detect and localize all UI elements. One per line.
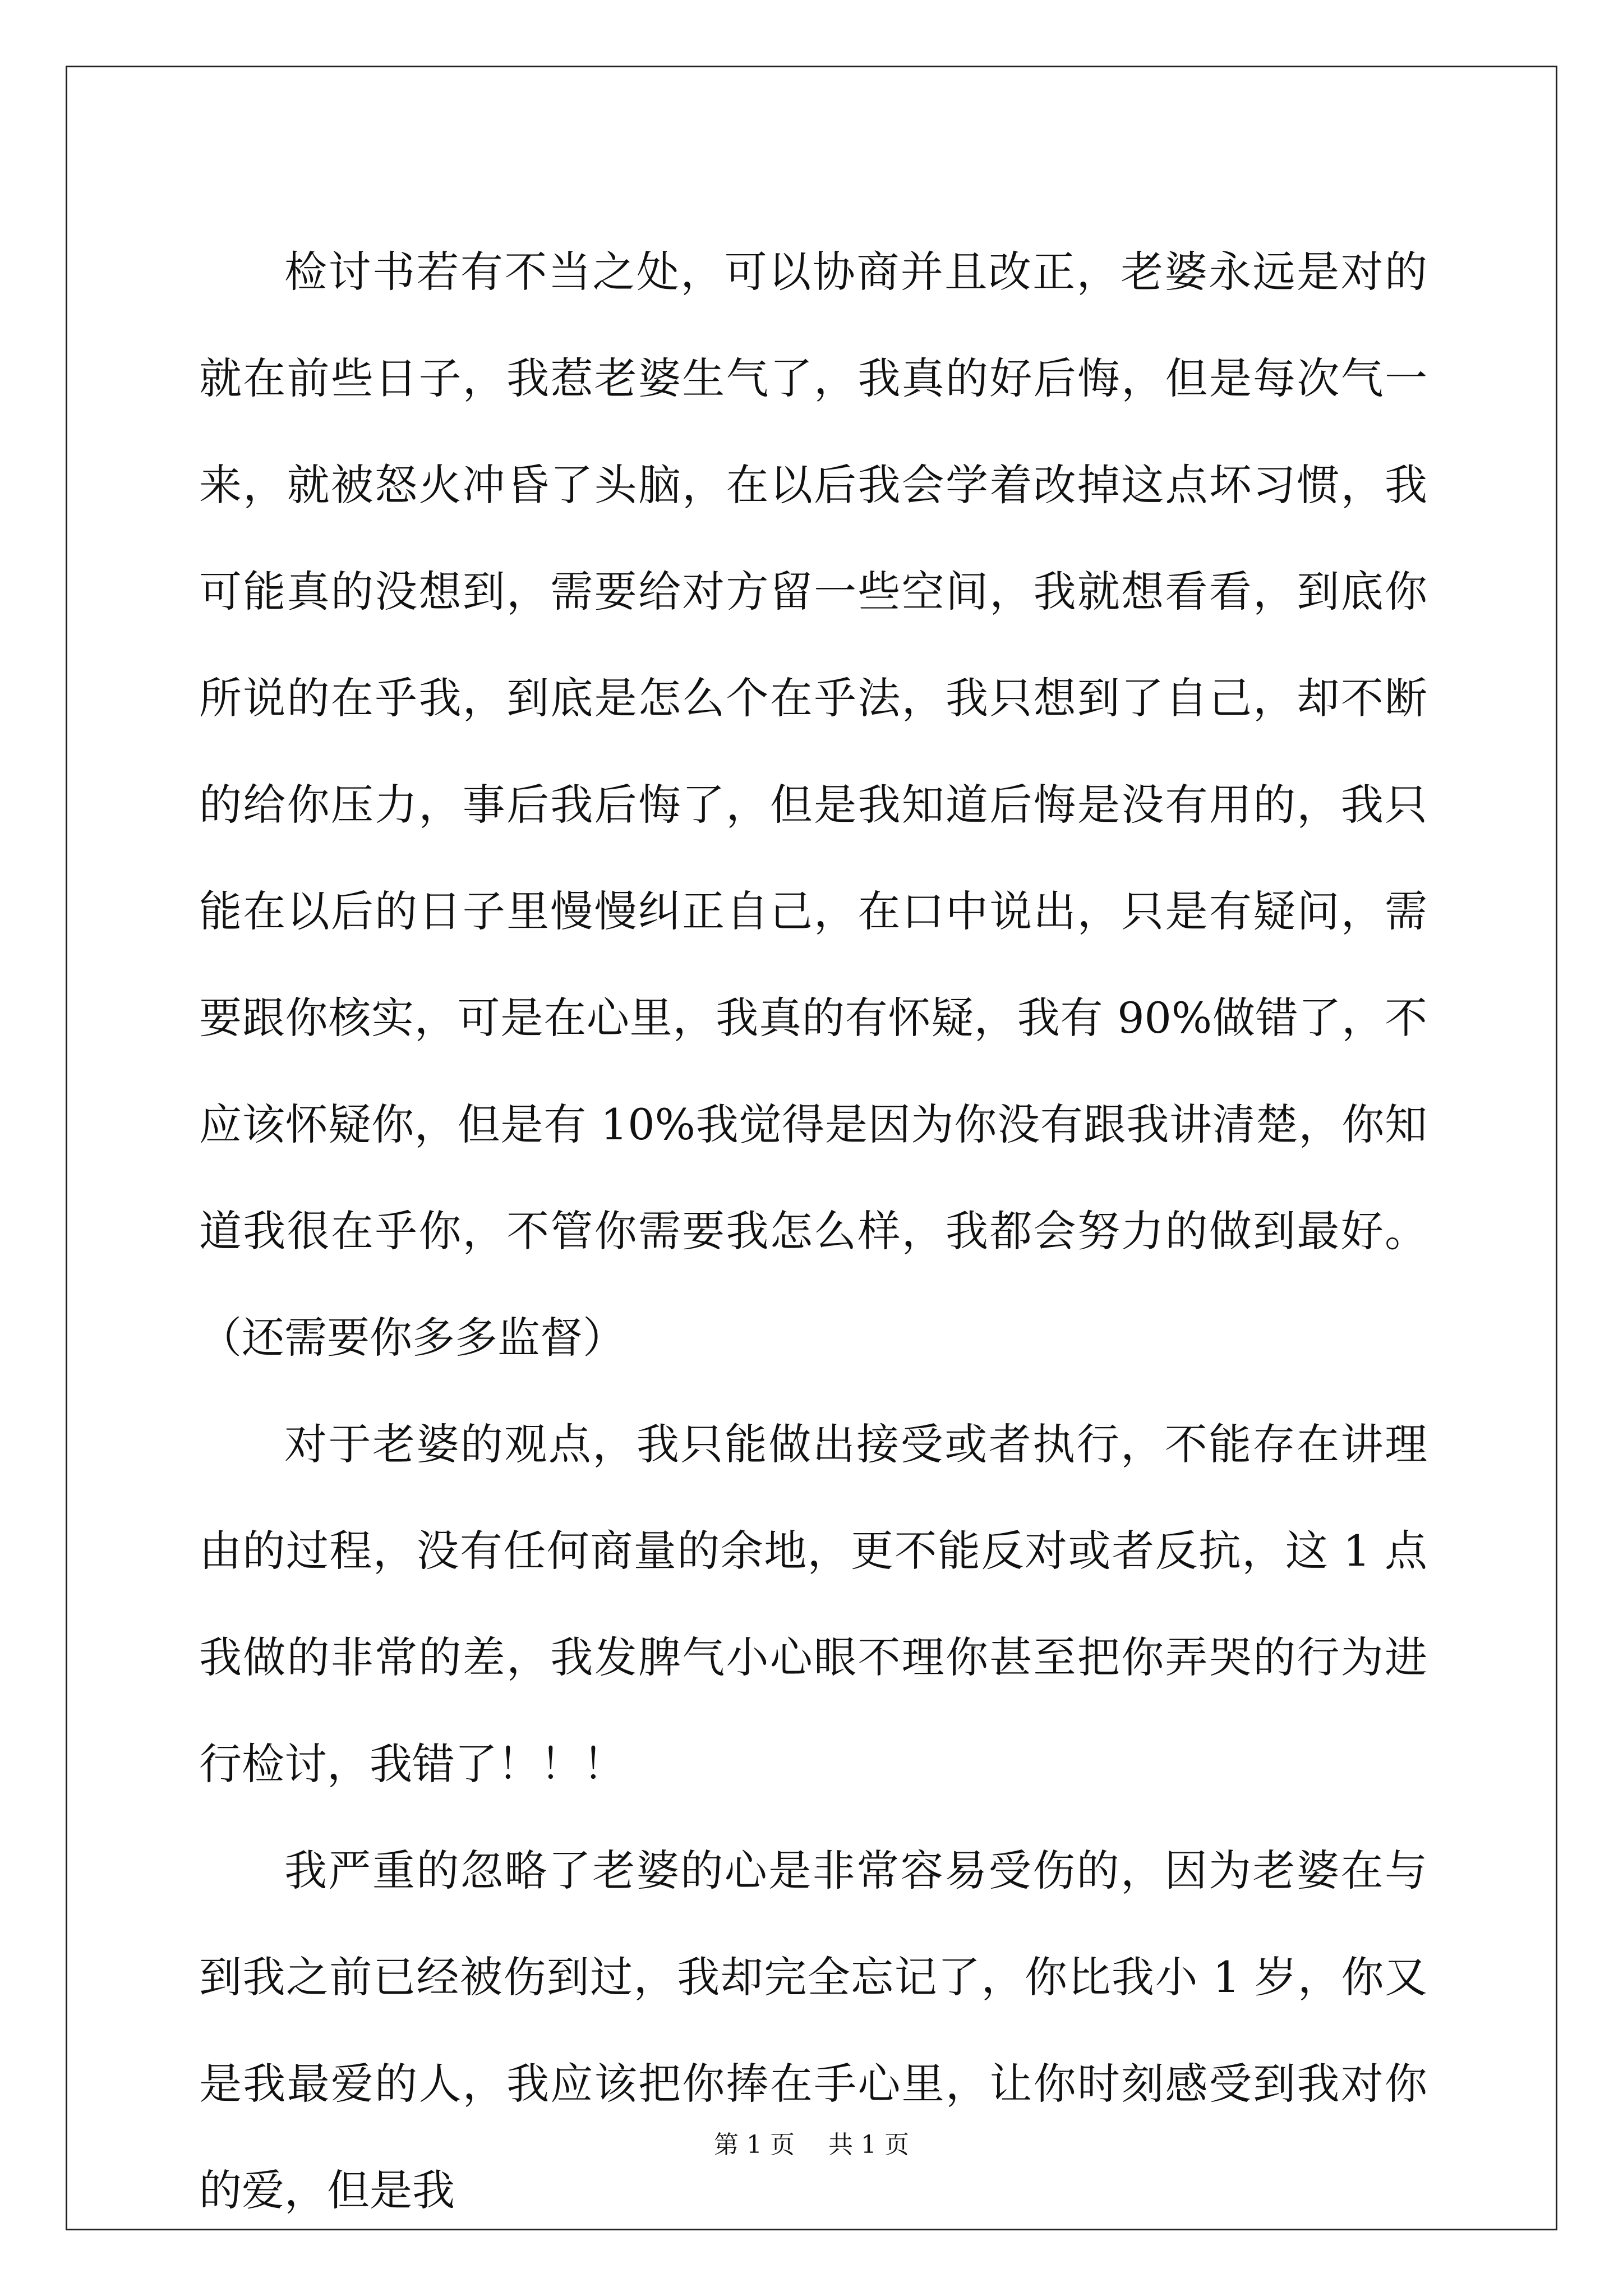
paragraph: 我严重的忽略了老婆的心是非常容易受伤的，因为老婆在与到我之前已经被伤到过，我却完全忘记了，你比我小 1 岁，你又是我最爱的人，我应该把你捧在手心里，让你时刻感受到我对你的爱，但是我 (199, 1846, 1427, 2215)
paragraph: 检讨书若有不当之处，可以协商并且改正，老婆永远是对的 就在前些日子，我惹老婆生气了，我真的好后悔，但是每次气一来，就被怒火冲昏了头脑，在以后我会学着改掉这点坏习惯，我可能真的没想到，需要给对方留一些空间，我就想看看，到底你所说的在乎我，到底是怎么个在乎法，我只想到了自己，却不断的给你压力，事后我后悔了，但是我知道后悔是没有用的，我只能在以后的日子里慢慢纠正自己，在口中说出，只是有疑问，需要跟你核实，可是在心里，我真的有怀疑，我有 90%做错了，不应该怀疑你，但是有 10%我觉得是因为你没有跟我讲清楚，你知道我很在乎你，不管你需要我怎么样，我都会努力的做到最好。（还需要你多多监督） (199, 247, 1441, 1363)
document-body (199, 219, 1441, 2244)
page-number-total: 共 1 页 (828, 2131, 909, 2159)
page-number-current: 第 1 页 (714, 2131, 795, 2159)
paragraph: 对于老婆的观点，我只能做出接受或者执行，不能存在讲理由的过程，没有任何商量的余地，更不能反对或者反抗，这 1 点我做的非常的差，我发脾气小心眼不理你甚至把你弄哭的行为进行检讨，我错了！！！ (199, 1419, 1427, 1789)
page-footer (0, 2128, 1623, 2162)
